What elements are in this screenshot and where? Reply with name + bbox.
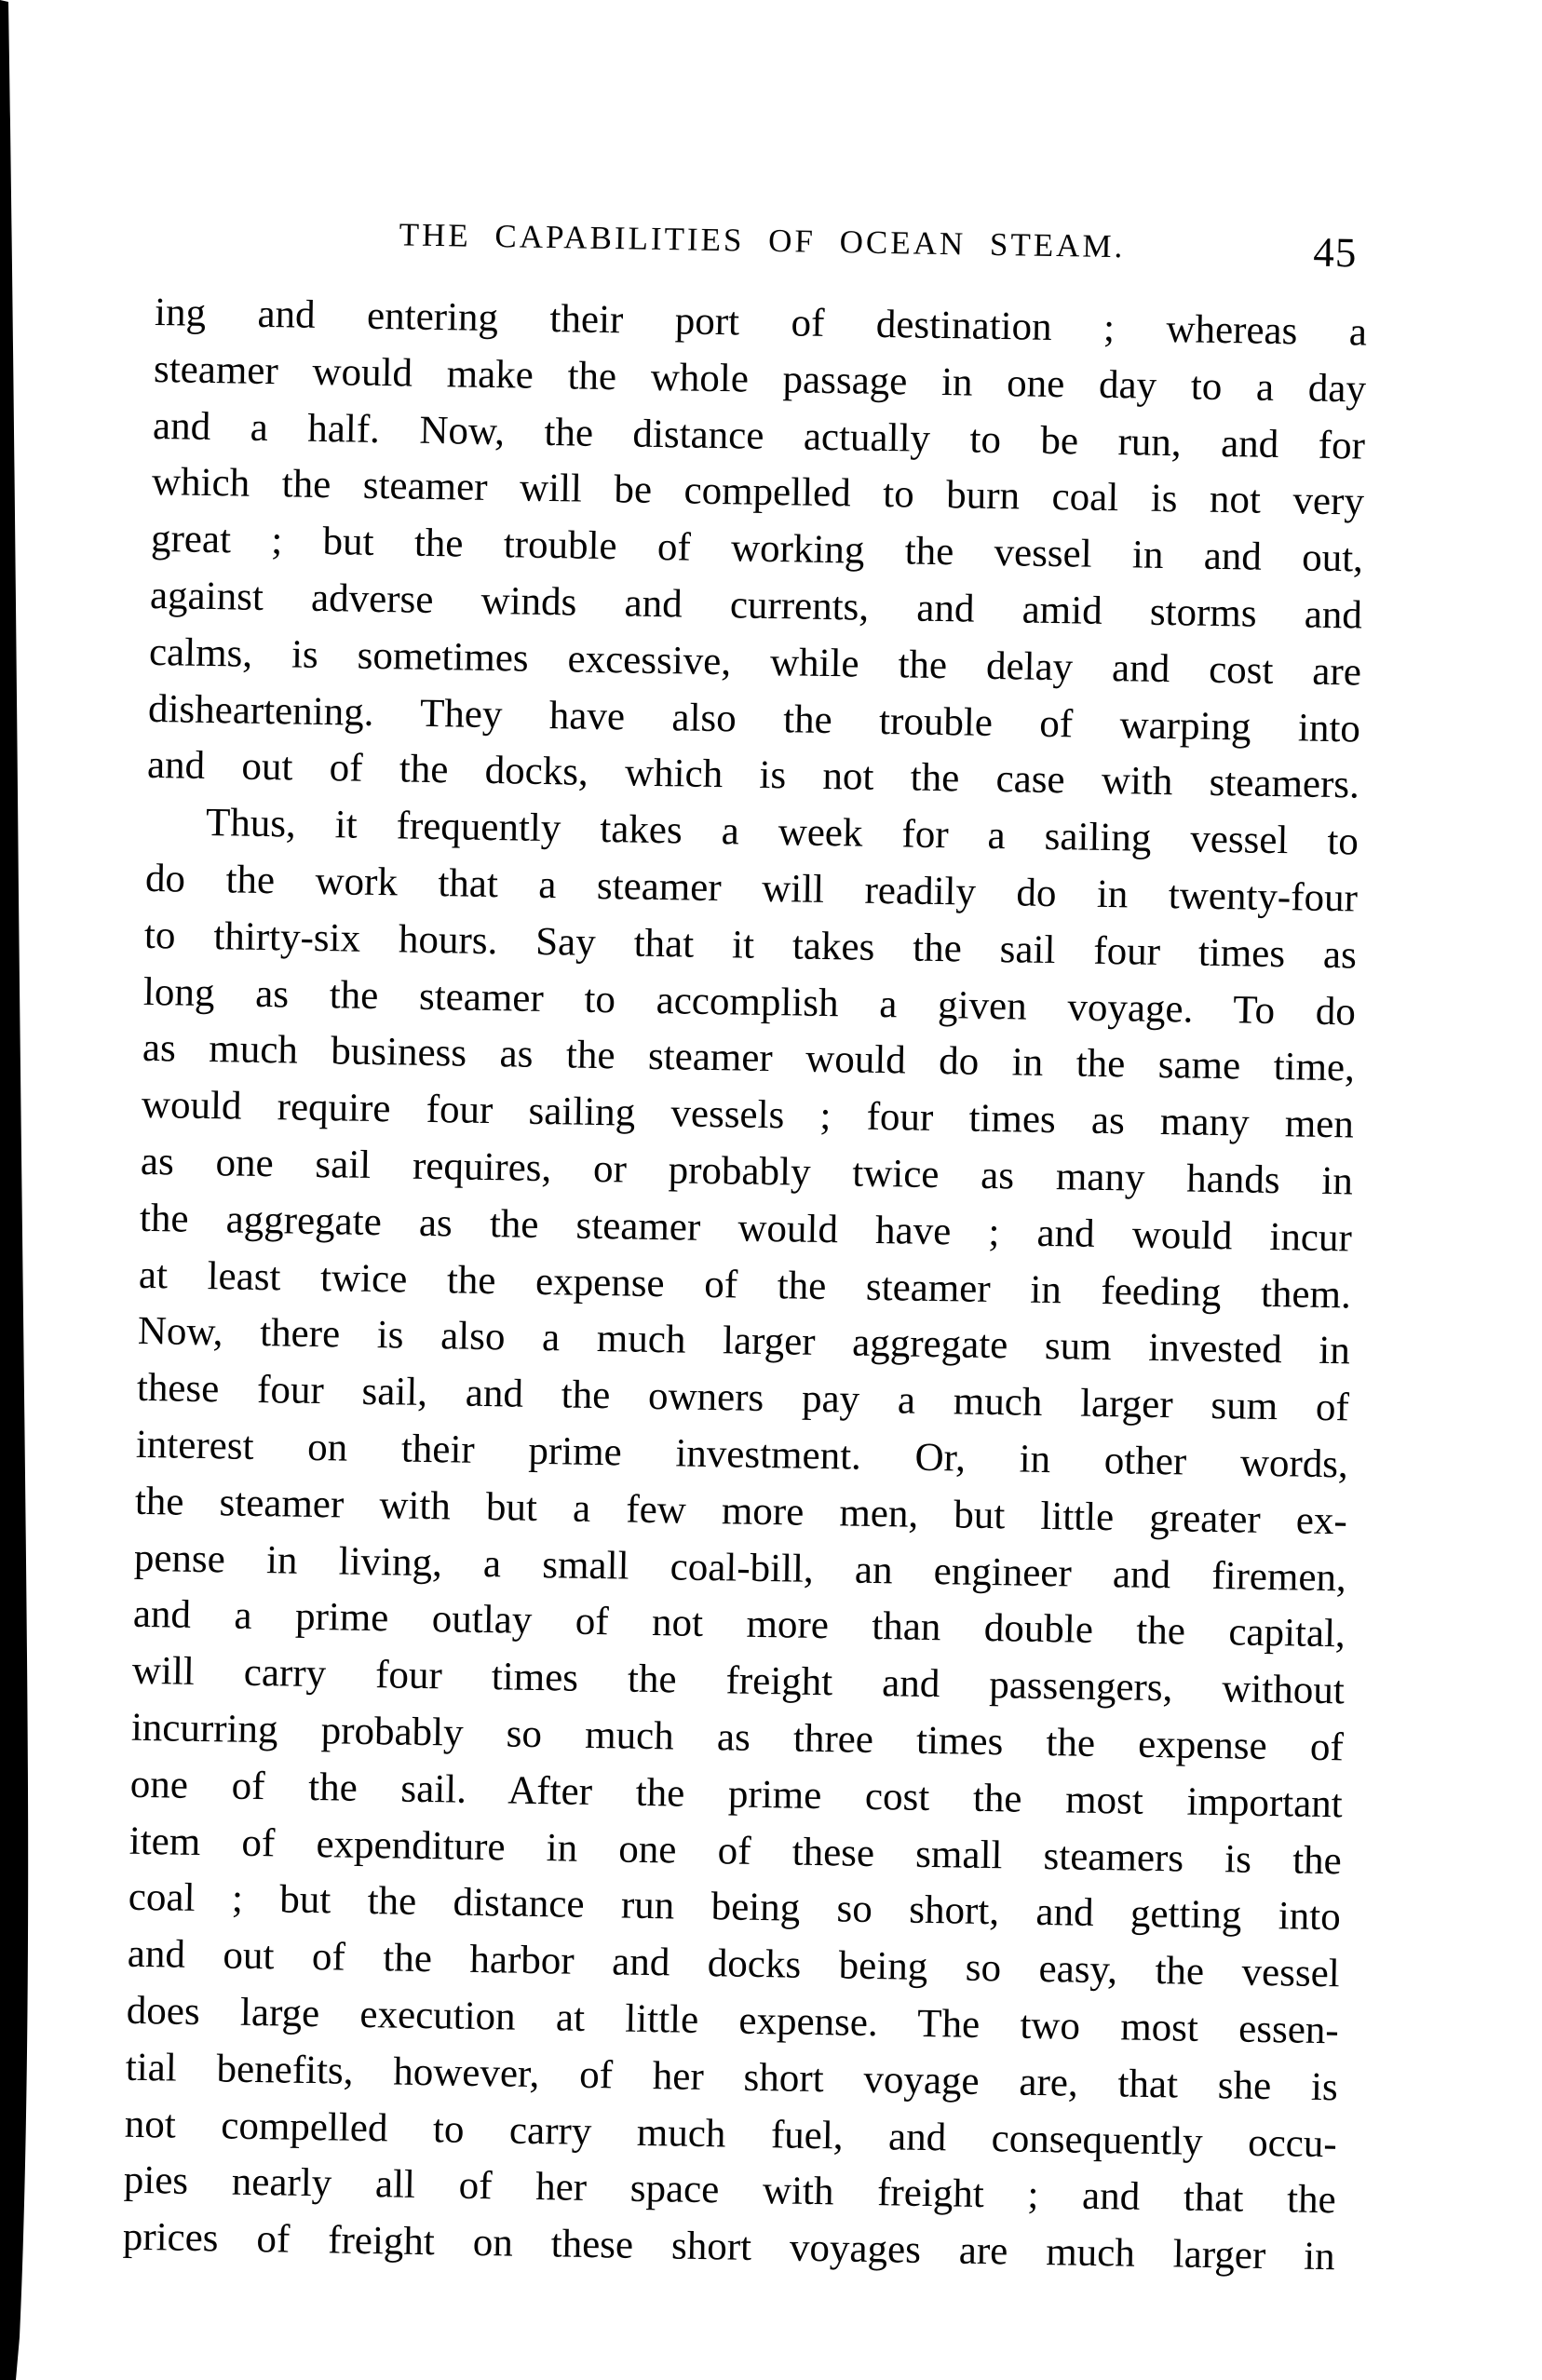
text-line: to thirty-six hours. Say that it takes the sail four times as xyxy=(143,913,1358,978)
text-line: at least twice the expense of the steamer in feeding them. xyxy=(138,1252,1352,1317)
text-line: great ; but the trouble of working the vessel in and out, xyxy=(150,517,1364,581)
text-line: do the work that a steamer will readily do in twenty-four xyxy=(144,856,1359,921)
text-line: the aggregate as the steamer would have ; and would incur xyxy=(139,1196,1353,1261)
text-line: pense in living, a small coal-bill, an engineer and firemen, xyxy=(133,1535,1347,1600)
text-line: coal ; but the distance run being so short, and getting into xyxy=(128,1875,1342,1940)
text-line: tial benefits, however, of her short voyage are, that she is xyxy=(125,2045,1339,2110)
text-line: steamer would make the whole passage in one day to a day xyxy=(153,346,1367,412)
text-line: one of the sail. After the prime cost the most important xyxy=(129,1762,1344,1827)
text-line: would require four sailing vessels ; four times as many men xyxy=(141,1083,1355,1147)
text-line: interest on their prime investment. Or, in other words, xyxy=(135,1422,1349,1487)
text-line: which the steamer will be compelled to burn coal is not very xyxy=(151,460,1365,524)
running-header-title: THE CAPABILITIES OF OCEAN STEAM. xyxy=(399,216,1126,265)
body-text xyxy=(122,285,1367,2286)
page-number: 45 xyxy=(1312,228,1358,277)
running-header xyxy=(156,207,1369,276)
text-line: will carry four times the freight and passengers, without xyxy=(131,1648,1346,1713)
text-line: and a half. Now, the distance actually to be run, and for xyxy=(152,403,1366,468)
text-line: item of expenditure in one of these small steamers is the xyxy=(128,1819,1343,1883)
text-line: incurring probably so much as three times the expense of xyxy=(130,1705,1345,1770)
text-line: long as the steamer to accomplish a given voyage. To do xyxy=(142,969,1357,1034)
text-line: Thus, it frequently takes a week for a sailing vessel to xyxy=(205,801,1359,864)
text-line: prices of freight on these short voyages are much larger in xyxy=(122,2214,1336,2279)
text-line: not compelled to carry much fuel, and consequently occu- xyxy=(124,2102,1338,2166)
text-line: and a prime outlay of not more than double the capital, xyxy=(132,1592,1346,1657)
text-line: Now, there is also a much larger aggregate sum invested in xyxy=(137,1309,1351,1373)
text-line: and out of the docks, which is not the case with steamers. xyxy=(146,743,1360,807)
text-line: does large execution at little expense. The two most essen- xyxy=(126,1988,1340,2053)
page-content xyxy=(122,207,1368,2286)
text-line: against adverse winds and currents, and amid storms and xyxy=(149,573,1363,638)
text-line: as one sail requires, or probably twice as many hands in xyxy=(140,1139,1354,1204)
text-line: calms, is sometimes excessive, while the delay and cost are xyxy=(148,629,1362,695)
text-line: disheartening. They have also the trouble of warping into xyxy=(147,686,1361,751)
text-line: these four sail, and the owners pay a much larger sum of xyxy=(136,1365,1350,1430)
scan-gutter-shadow xyxy=(0,0,45,2380)
text-line: ing and entering their port of destination ; whereas a xyxy=(154,290,1368,355)
text-line: pies nearly all of her space with freight ; and that the xyxy=(123,2158,1337,2223)
text-line: and out of the harbor and docks being so easy, the vessel xyxy=(127,1931,1341,1996)
text-line: as much business as the steamer would do in the same time, xyxy=(142,1026,1356,1090)
text-line: the steamer with but a few more men, but little greater ex- xyxy=(134,1479,1348,1544)
